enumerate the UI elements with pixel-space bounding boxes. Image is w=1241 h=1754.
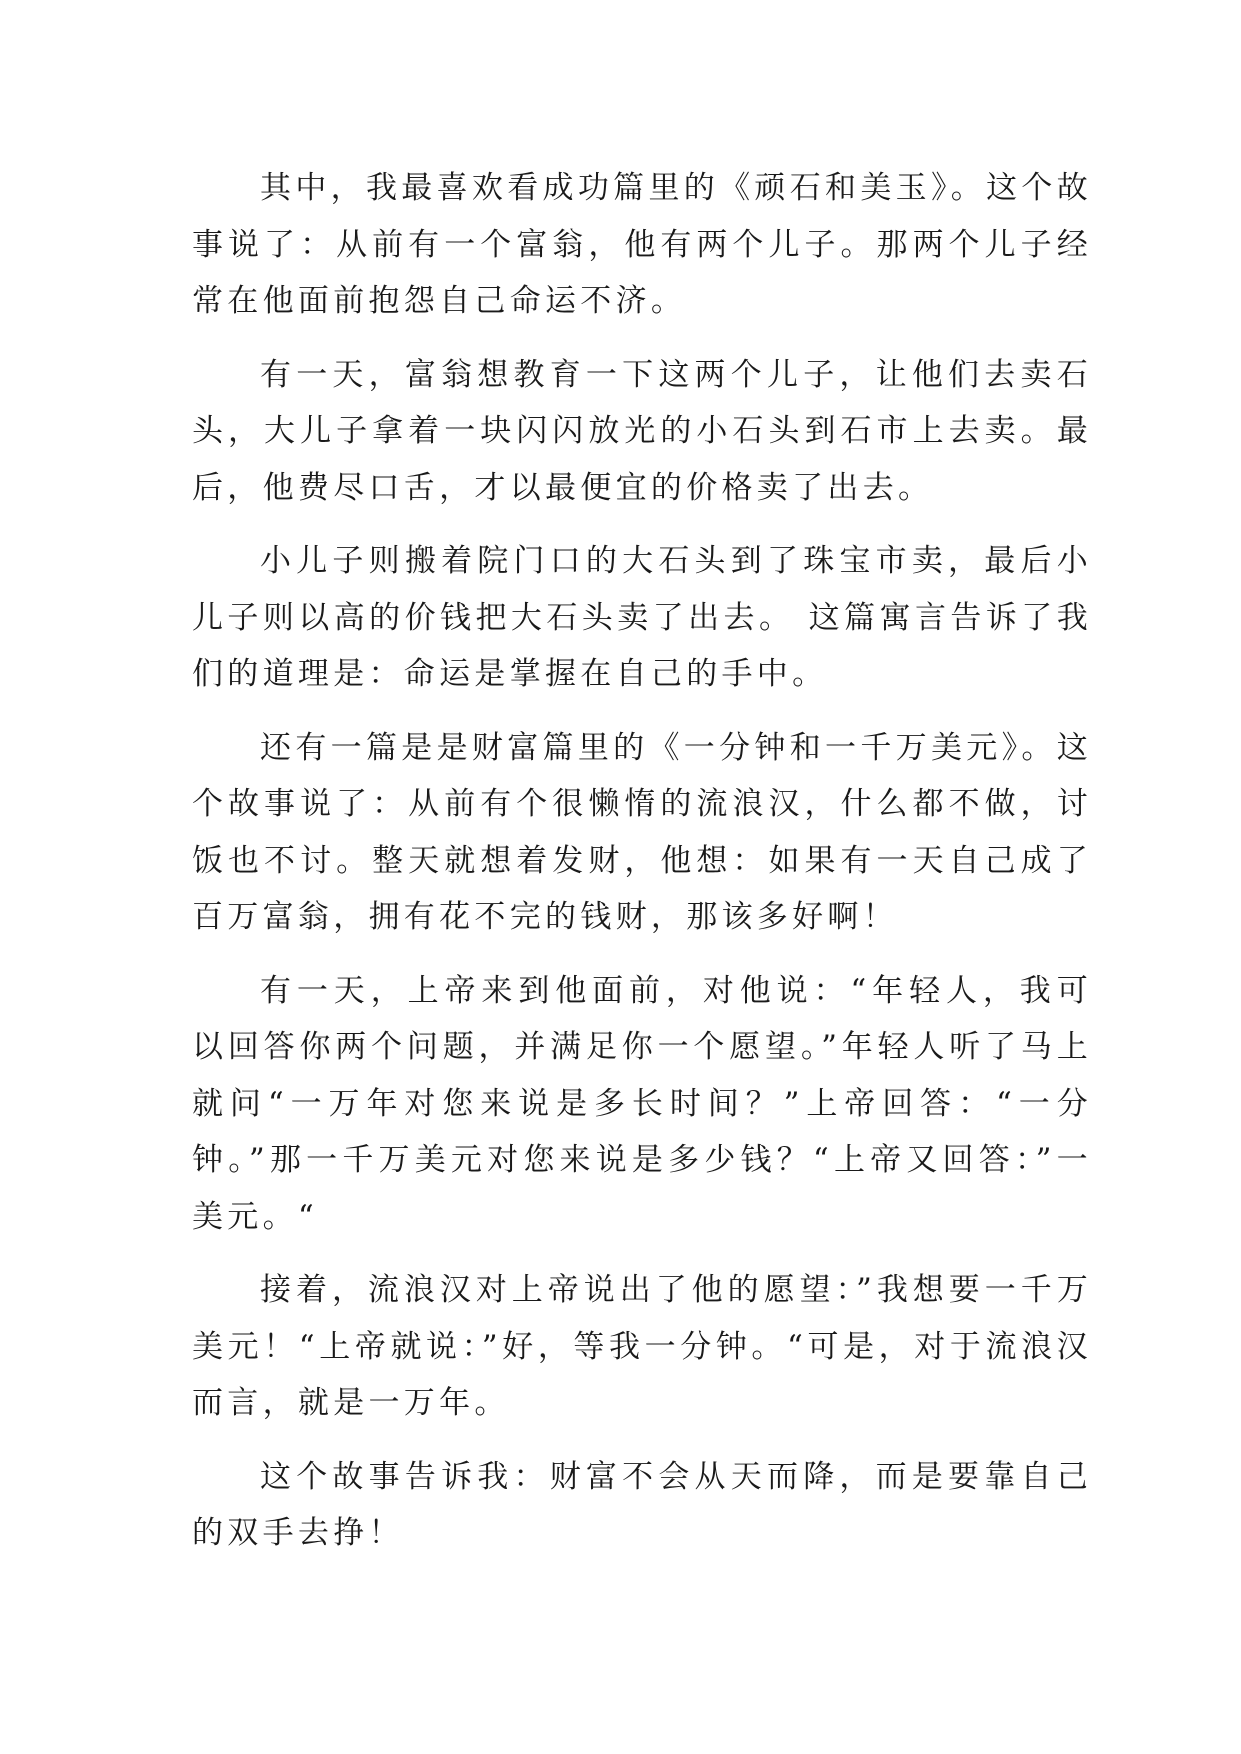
paragraph-2: 有一天，富翁想教育一下这两个儿子，让他们去卖石头，大儿子拿着一块闪闪放光的小石头到石市上去卖。最后，他费尽口舌，才以最便宜的价格卖了出去。 xyxy=(192,356,1092,506)
paragraph-3: 小儿子则搬着院门口的大石头到了珠宝市卖，最后小儿子则以高的价钱把大石头卖了出去。 这篇寓言告诉了我们的道理是：命运是掌握在自己的手中。 xyxy=(192,543,1092,692)
paragraph-4: 还有一篇是是财富篇里的《一分钟和一千万美元》。这个故事说了：从前有个很懒惰的流浪汉，什么都不做，讨饭也不讨。整天就想着发财，他想：如果有一天自己成了百万富翁，拥有花不完的钱财，那该多好啊！ xyxy=(192,729,1092,935)
paragraph-5: 有一天，上帝来到他面前，对他说：“年轻人，我可以回答你两个问题，并满足你一个愿望。”年轻人听了马上就问“一万年对您来说是多长时间？”上帝回答：“一分钟。”那一千万美元对您来说是多少钱？“上帝又回答：”一美元。“ xyxy=(192,972,1092,1235)
document-body xyxy=(192,160,1092,1579)
paragraph-7: 这个故事告诉我：财富不会从天而降，而是要靠自己的双手去挣！ xyxy=(192,1458,1092,1551)
paragraph-6: 接着，流浪汉对上帝说出了他的愿望：”我想要一千万美元！“上帝就说：”好，等我一分钟。“可是，对于流浪汉而言，就是一万年。 xyxy=(192,1272,1092,1421)
paragraph-1: 其中，我最喜欢看成功篇里的《顽石和美玉》。这个故事说了：从前有一个富翁，他有两个儿子。那两个儿子经常在他面前抱怨自己命运不济。 xyxy=(192,170,1092,319)
